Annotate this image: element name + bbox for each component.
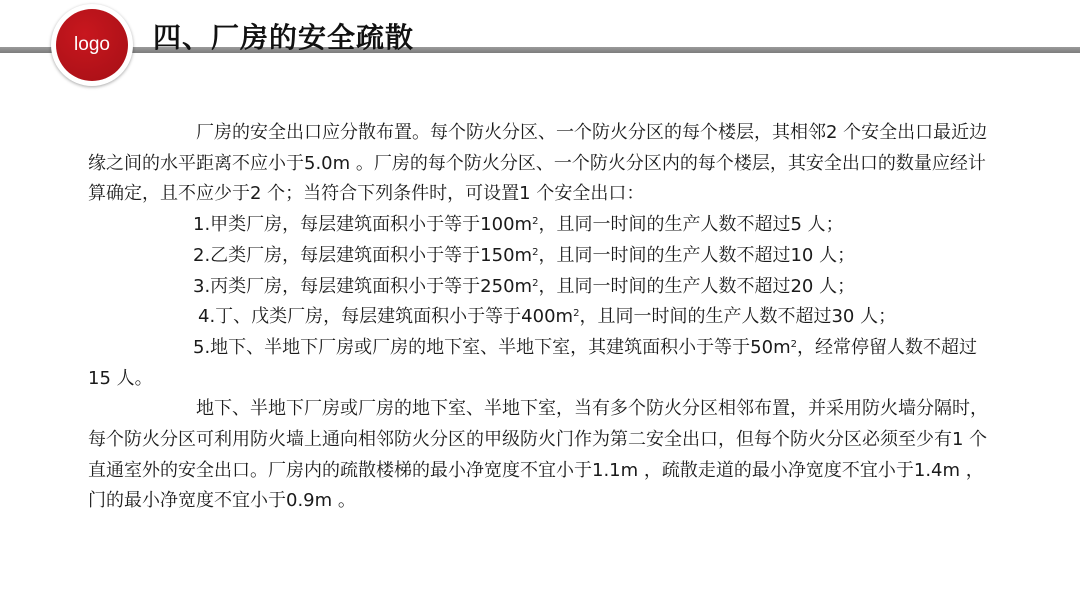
- superscript: 2: [532, 246, 539, 258]
- logo: [51, 4, 133, 86]
- logo-text: logo: [74, 34, 110, 55]
- page-title: 四、厂房的安全疏散: [153, 21, 415, 54]
- condition-text: 1.甲类厂房，每层建筑面积小于等于100m: [193, 214, 533, 236]
- condition-text: ，且同一时间的生产人数不超过20 人；: [538, 275, 856, 297]
- condition-text: 2.乙类厂房，每层建筑面积小于等于150m: [193, 244, 533, 266]
- superscript: 2: [532, 277, 539, 289]
- condition-text: ，经常停留人数不超过15 人。: [88, 336, 977, 389]
- condition-text: 4.丁、戊类厂房，每层建筑面积小于等于400m: [198, 306, 574, 328]
- condition-item-2: [88, 241, 998, 272]
- condition-text: 3.丙类厂房，每层建筑面积小于等于250m: [193, 275, 533, 297]
- superscript: 2: [790, 338, 797, 350]
- condition-item-5: [88, 333, 998, 394]
- closing-paragraph: 地下、半地下厂房或厂房的地下室、半地下室，当有多个防火分区相邻布置，并采用防火墙分隔时，每个防火分区可利用防火墙上通向相邻防火分区的甲级防火门作为第二安全出口，但每个防火分区必须至少有1 个直通室外的安全出口。厂房内的疏散楼梯的最小净宽度不宜小于1.1m ，疏散走道的最小净宽度不宜小于1.4m ，门的最小净宽度不宜小于0.9m 。: [88, 398, 988, 512]
- condition-text: ，且同一时间的生产人数不超过10 人；: [538, 244, 856, 266]
- condition-item-3: [88, 272, 998, 303]
- condition-text: ，且同一时间的生产人数不超过30 人；: [579, 306, 897, 328]
- condition-item-4: [88, 302, 998, 333]
- intro-paragraph: 厂房的安全出口应分散布置。每个防火分区、一个防火分区的每个楼层，其相邻2 个安全出口最近边缘之间的水平距离不应小于5.0m 。厂房的每个防火分区、一个防火分区内的每个楼层，其安全出口的数量应经计算确定，且不应少于2 个；当符合下列条件时，可设置1 个安全出口：: [88, 122, 988, 205]
- content-body: [88, 118, 998, 517]
- condition-text: 5.地下、半地下厂房或厂房的地下室、半地下室，其建筑面积小于等于50m: [193, 336, 791, 358]
- superscript: 2: [573, 308, 580, 320]
- logo-badge: [56, 9, 128, 81]
- condition-text: ，且同一时间的生产人数不超过5 人；: [538, 214, 844, 236]
- condition-item-1: [88, 210, 998, 241]
- superscript: 2: [532, 216, 539, 228]
